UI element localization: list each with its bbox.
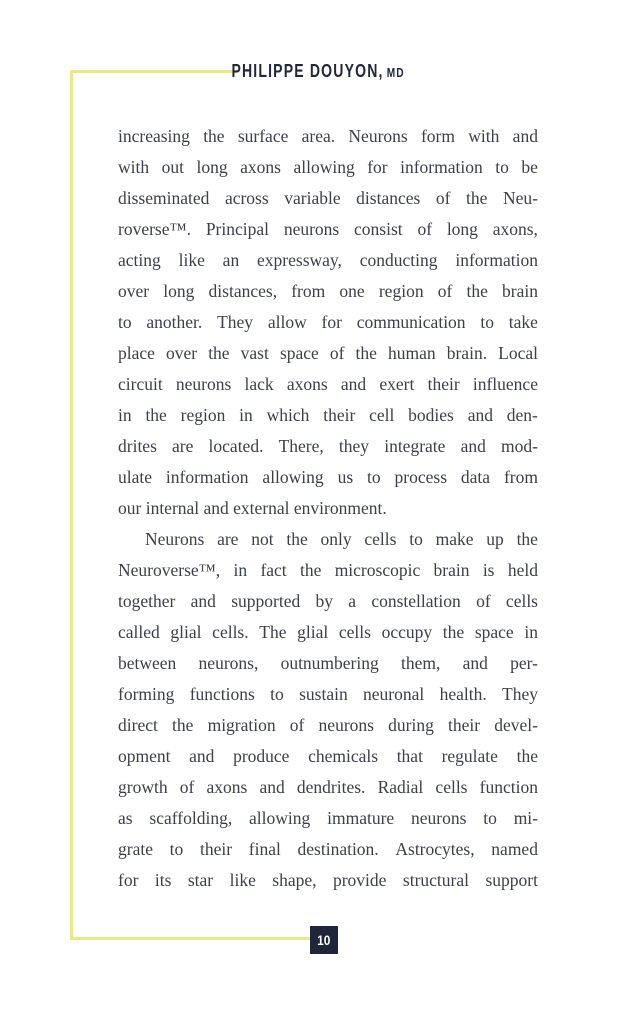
text-line: our internal and external environment. (118, 498, 387, 518)
text-line: grate to their final destination. Astrocytes, named (118, 839, 538, 859)
page-number-label: 10 (317, 932, 331, 948)
text-line: forming functions to sustain neuronal health. They (118, 684, 538, 704)
text-line: together and supported by a constellation of cells (118, 591, 538, 611)
body-text (118, 121, 538, 896)
text-line: to another. They allow for communication to take (118, 312, 538, 332)
text-line: disseminated across variable distances of the Neu- (118, 188, 538, 208)
page-number-badge (310, 926, 338, 954)
text-line: direct the migration of neurons during their devel- (118, 715, 538, 735)
text-line: acting like an expressway, conducting information (118, 250, 538, 270)
text-line: drites are located. There, they integrate and mod- (118, 436, 538, 456)
text-line: roverse™. Principal neurons consist of long axons, (118, 219, 538, 239)
text-line: ulate information allowing us to process data from (118, 467, 538, 487)
text-line: Neuroverse™, in fact the microscopic brain is held (118, 560, 538, 580)
text-line: for its star like shape, provide structural support (118, 870, 538, 890)
text-line: opment and produce chemicals that regulate the (118, 746, 538, 766)
author-name: PHILIPPE DOUYON, (231, 61, 384, 81)
text-line: with out long axons allowing for information to be (118, 157, 538, 177)
text-line: between neurons, outnumbering them, and per- (118, 653, 538, 673)
text-line: Neurons are not the only cells to make up the (145, 529, 538, 549)
text-line: called glial cells. The glial cells occupy the space in (118, 622, 538, 642)
text-line: as scaffolding, allowing immature neurons to mi- (118, 808, 538, 828)
author-credentials: MD (386, 65, 405, 80)
running-header (0, 61, 636, 82)
text-line: place over the vast space of the human brain. Local (118, 343, 538, 363)
text-line: circuit neurons lack axons and exert their influence (118, 374, 538, 394)
text-line: growth of axons and dendrites. Radial cells function (118, 777, 538, 797)
running-header-text (231, 61, 404, 82)
accent-line-bottom (70, 937, 310, 940)
text-line: increasing the surface area. Neurons form with and (118, 126, 538, 146)
text-line: over long distances, from one region of the brain (118, 281, 538, 301)
text-line: in the region in which their cell bodies and den- (118, 405, 538, 425)
accent-line-left (70, 70, 73, 940)
